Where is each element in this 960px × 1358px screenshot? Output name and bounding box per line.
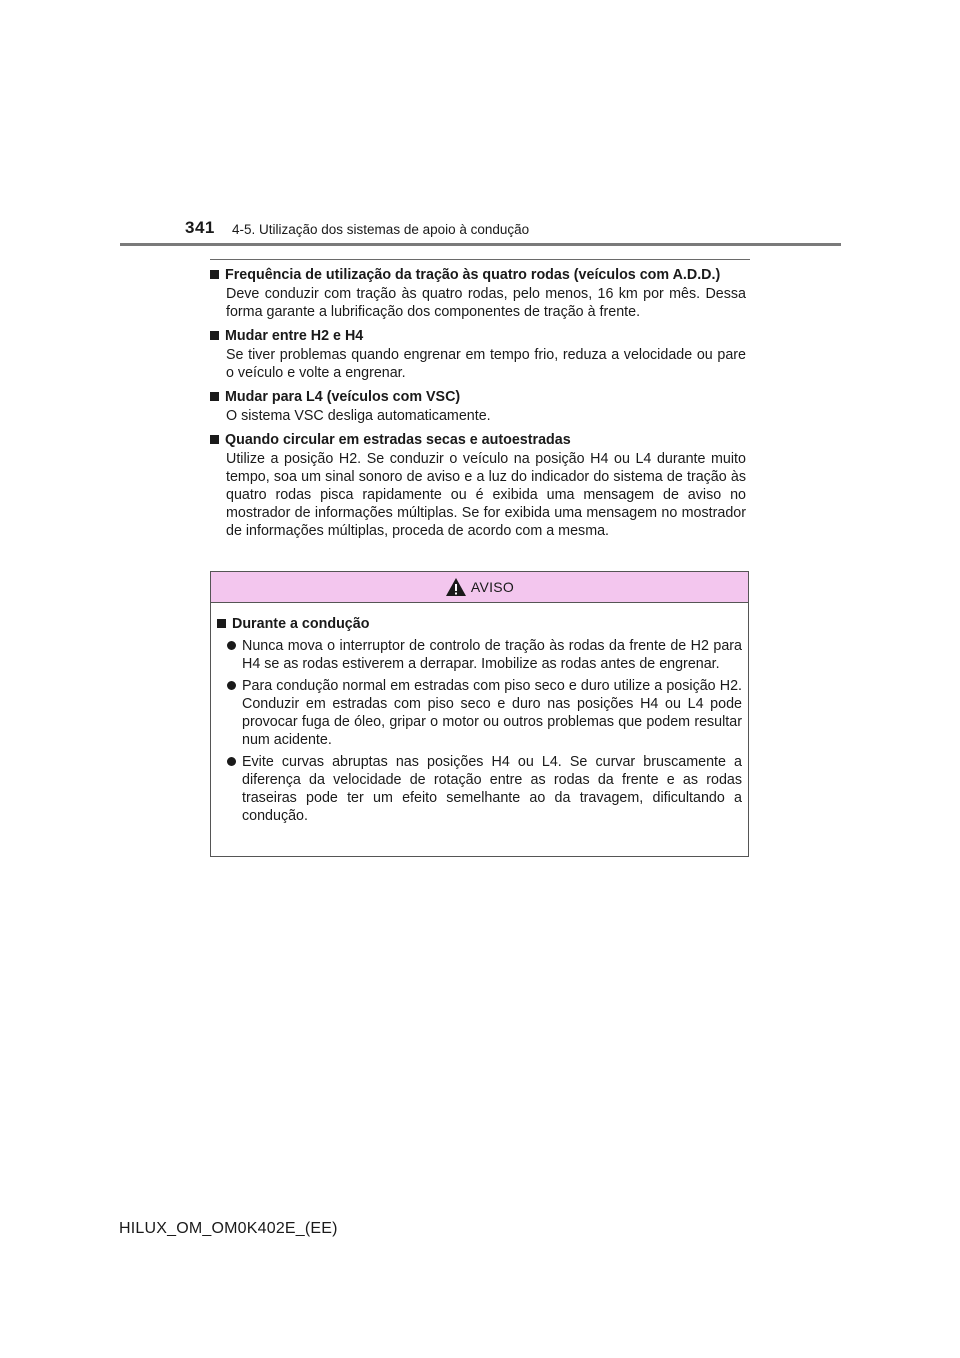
square-bullet-icon [217,619,226,628]
section-body: O sistema VSC desliga automaticamente. [226,408,491,424]
square-bullet-icon [210,435,219,444]
header-rule [120,243,841,246]
section-body: Deve conduzir com tração às quatro rodas, pelo menos, 16 km por mês. Dessa forma garante a lubrificação dos componentes de tração à frente. [226,286,746,320]
section-h2-h4 [210,327,746,382]
square-bullet-icon [210,392,219,401]
section-heading [210,388,746,406]
section-rule [210,259,750,260]
warning-heading-text: Durante a condução [232,616,370,632]
section-heading [210,327,746,345]
square-bullet-icon [210,331,219,340]
warning-header [211,572,748,603]
warning-triangle-icon [445,577,467,597]
warning-bullet [227,637,742,673]
section-heading-text: Quando circular em estradas secas e autoestradas [225,432,571,448]
square-bullet-icon [210,270,219,279]
section-dry-roads [210,431,746,540]
warning-bullet-text: Nunca mova o interruptor de controlo de tração às rodas da frente de H2 para H4 se as rodas estiverem a derrapar. Imobilize as rodas antes de engrenar. [242,638,742,672]
warning-bullet-text: Para condução normal em estradas com piso seco e duro utilize a posição H2. Conduzir em estradas com piso seco e duro nas posições H4 ou L4 pode provocar fuga de óleo, gripar o motor ou outros problemas que podem resultar num acidente. [242,678,742,748]
content [210,266,746,546]
warning-box [210,571,749,857]
warning-bullet [227,677,742,749]
warning-bullet-text: Evite curvas abruptas nas posições H4 ou L4. Se curvar bruscamente a diferença da velocidade de rotação entre as rodas da frente e as rodas traseiras pode ter um efeito semelhante ao da travagem, dificultando a condução. [242,754,742,824]
section-body: Se tiver problemas quando engrenar em tempo frio, reduza a velocidade ou pare o veículo e volte a engrenar. [226,347,746,381]
warning-body [211,603,748,825]
section-heading-text: Frequência de utilização da tração às quatro rodas (veículos com A.D.D.) [225,267,721,283]
section-heading [210,266,746,284]
section-heading-text: Mudar para L4 (veículos com VSC) [225,389,461,405]
page-number: 341 [185,218,215,237]
warning-bullet [227,753,742,825]
circle-bullet-icon [227,681,236,690]
circle-bullet-icon [227,757,236,766]
section-heading-text: Mudar entre H2 e H4 [225,328,364,344]
warning-label: AVISO [470,579,515,595]
section-l4 [210,388,746,425]
warning-heading [217,615,742,633]
section-body: Utilize a posição H2. Se conduzir o veículo na posição H4 ou L4 durante muito tempo, soa um sinal sonoro de aviso e a luz do indicador do sistema de tração às quatro rodas pisca rapidamente ou é exibida uma mensagem de aviso no mostrador de informações múltiplas. Se for exibida uma mensagem no mostrador de informações múltiplas, proceda de acordo com a mesma. [226,451,746,539]
section-add-frequency [210,266,746,321]
footer-document-code: HILUX_OM_OM0K402E_(EE) [119,1220,338,1237]
chapter-title: 4-5. Utilização dos sistemas de apoio à condução [232,222,530,237]
circle-bullet-icon [227,641,236,650]
section-heading [210,431,746,449]
